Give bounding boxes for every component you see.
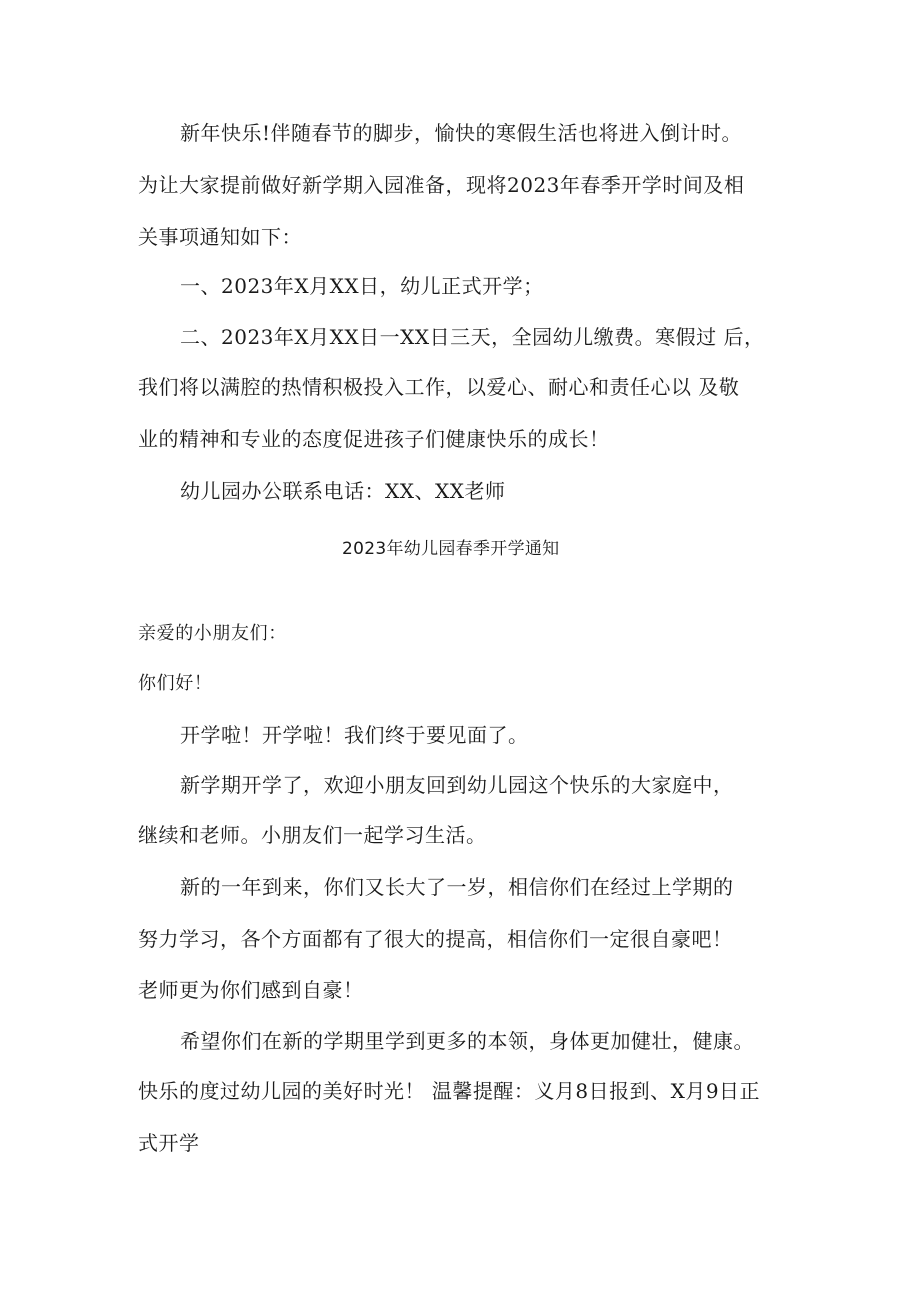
contact-line: 幼儿园办公联系电话：XX、XX老师 [180, 479, 506, 503]
greeting: 你们好！ [138, 673, 213, 694]
intro-line-2: 为让大家提前做好新学期入园准备，现将2023年春季开学时间及相 [138, 173, 745, 197]
paragraph-4-line-3: 式开学 [138, 1131, 200, 1155]
paragraph-4-line-1: 希望你们在新的学期里学到更多的本领，身体更加健壮，健康。 [180, 1029, 754, 1053]
notice-title: 2023年幼儿园春季开学通知 [342, 539, 560, 559]
paragraph-3-line-3: 老师更为你们感到自豪！ [138, 978, 364, 1002]
paragraph-2-line-1: 新学期开学了，欢迎小朋友回到幼儿园这个快乐的大家庭中， [180, 773, 734, 797]
item-two-line-3: 业的精神和专业的态度促进孩子们健康快乐的成长！ [138, 427, 610, 451]
intro-line-3: 关事项通知如下： [138, 225, 302, 249]
paragraph-3-line-2: 努力学习，各个方面都有了很大的提高，相信你们一定很自豪吧！ [138, 927, 733, 951]
item-one: 一、2023年X月XX日，幼儿正式开学； [180, 274, 544, 298]
paragraph-3-line-1: 新的一年到来，你们又长大了一岁，相信你们在经过上学期的 [180, 875, 734, 899]
paragraph-4-line-2: 快乐的度过幼儿园的美好时光！ 温馨提醒：义月8日报到、X月9日正 [138, 1079, 761, 1103]
item-two-line-1: 二、2023年X月XX日一XX日三天，全园幼儿缴费。寒假过 后， [180, 325, 765, 349]
paragraph-1-line-1: 开学啦！开学啦！我们终于要见面了。 [180, 723, 529, 747]
item-two-line-2: 我们将以满腔的热情积极投入工作，以爱心、耐心和责任心以 及敬 [138, 375, 740, 399]
intro-line-1: 新年快乐!伴随春节的脚步，愉快的寒假生活也将进入倒计时。 [180, 121, 743, 145]
salutation: 亲爱的小朋友们： [138, 623, 287, 644]
paragraph-2-line-2: 继续和老师。小朋友们一起学习生活。 [138, 823, 487, 847]
